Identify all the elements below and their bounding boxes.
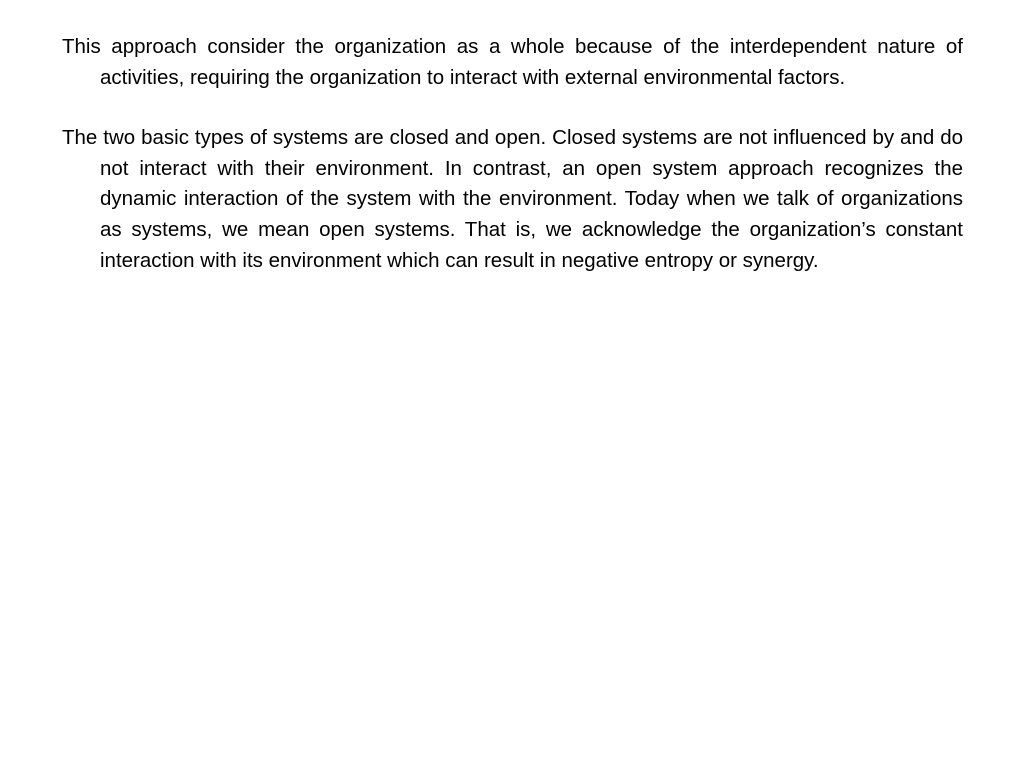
slide-body-text (62, 32, 963, 306)
paragraph-open-closed-systems: The two basic types of systems are closed and open. Closed systems are not influenced by and do not interact with their environment. In contrast, an open system approach recognizes the dynamic interaction of the system with the environment. Today when we talk of organizations as systems, we mean open systems. That is, we acknowledge the organization’s constant interaction with its environment which can result in negative entropy or synergy. (62, 126, 963, 272)
paragraph-systems-approach: This approach consider the organization as a whole because of the interdependent nature of activities, requiring the organization to interact with external environmental factors. (62, 35, 963, 89)
